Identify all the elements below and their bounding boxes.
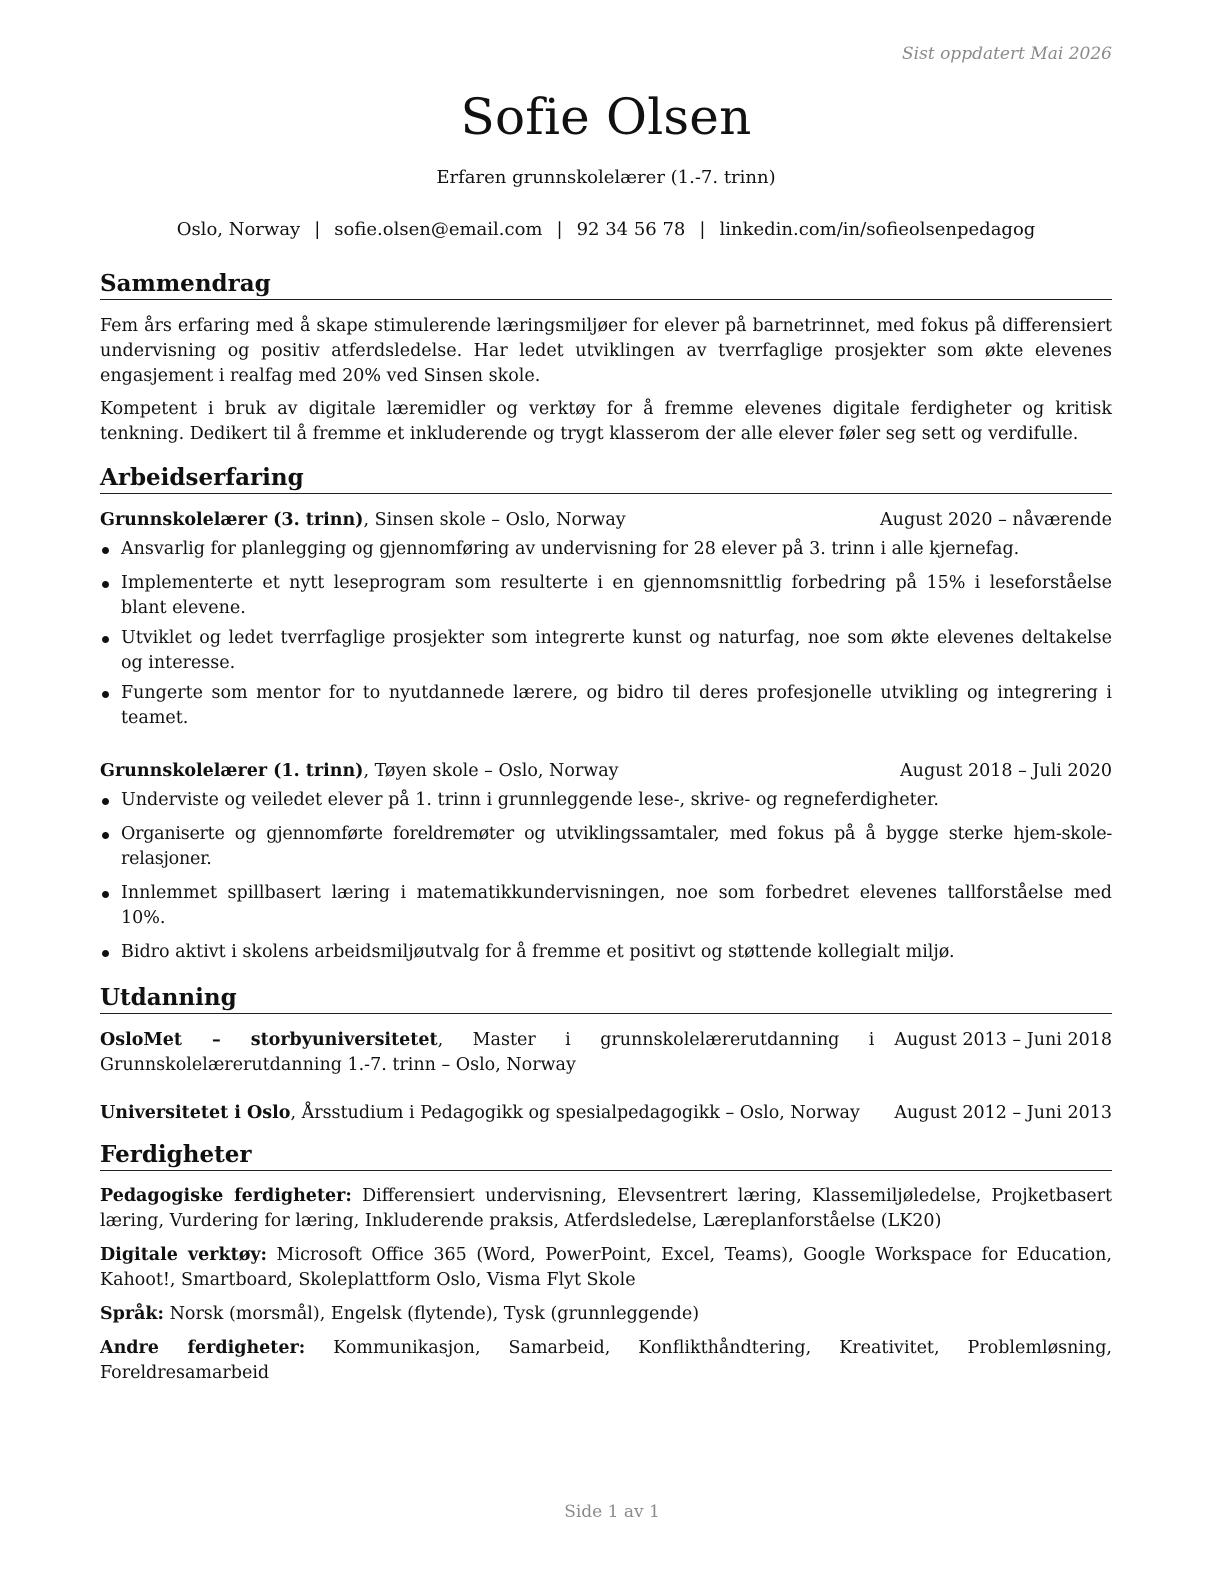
skill-value: Norsk (morsmål), Engelsk (flytende), Tysk (grunnleggende) <box>164 1304 700 1324</box>
contact-linkedin[interactable]: linkedin.com/in/sofieolsenpedagog <box>719 219 1036 240</box>
list-item: Bidro aktivt i skolens arbeidsmiljøutvalg for å fremme et positivt og støttende kollegialt miljø. <box>100 940 1112 965</box>
section-title-experience: Arbeidserfaring <box>100 463 1112 494</box>
person-name: Sofie Olsen <box>460 88 752 146</box>
tagline: Erfaren grunnskolelærer (1.-7. trinn) <box>436 167 776 188</box>
list-item: Innlemmet spillbasert læring i matematikkundervisningen, noe som forbedret elevenes tallforståelse med 10%. <box>100 881 1112 931</box>
job-role: Grunnskolelærer (3. trinn) <box>100 510 364 530</box>
job-bullets <box>100 537 1112 731</box>
list-item: Underviste og veiledet elever på 1. trinn i grunnleggende lese-, skrive- og regneferdigheter. <box>100 788 1112 813</box>
last-updated: Sist oppdatert Mai 2026 <box>902 44 1112 64</box>
list-item: Implementerte et nytt leseprogram som resulterte i en gjennomsnittlig forbedring på 15% i leseforståelse blant elevene. <box>100 571 1112 621</box>
contact-location: Oslo, Norway <box>176 219 301 240</box>
skill-value: Kommunikasjon, Samarbeid, Konflikthåndtering, Kreativitet, Problemløsning, Foreldresamarbeid <box>100 1338 1112 1383</box>
job-header <box>100 759 1112 784</box>
bullet-icon <box>102 547 109 554</box>
job-dates: August 2020 – nåværende <box>880 510 1112 530</box>
skill-row <box>100 1184 1112 1234</box>
school-detail: , Master i grunnskolelærerutdanning i Grunnskolelærerutdanning 1.-7. trinn – Oslo, Norway <box>100 1030 875 1075</box>
section-title-summary: Sammendrag <box>100 269 1112 300</box>
bullet-icon <box>102 798 109 805</box>
separator: | <box>314 219 321 240</box>
bullet-icon <box>102 832 109 839</box>
job-place: , Tøyen skole – Oslo, Norway <box>363 761 619 781</box>
contact-line <box>100 218 1112 242</box>
education-dates: August 2013 – Juni 2018 <box>894 1030 1112 1050</box>
education-entry <box>100 1101 1112 1126</box>
skill-label: Digitale verktøy: <box>100 1245 268 1265</box>
school-detail: , Årsstudium i Pedagogikk og spesialpedagogikk – Oslo, Norway <box>290 1103 860 1123</box>
list-item: Utviklet og ledet tverrfaglige prosjekter som integrerte kunst og naturfag, noe som økte elevenes deltakelse og interesse. <box>100 626 1112 676</box>
bullet-icon <box>102 950 109 957</box>
bullet-icon <box>102 636 109 643</box>
job-dates: August 2018 – Juli 2020 <box>900 761 1112 781</box>
skill-value: Microsoft Office 365 (Word, PowerPoint, Excel, Teams), Google Workspace for Education, Kahoot!, Smartboard, Skoleplattform Oslo, Visma Flyt Skole <box>100 1245 1112 1290</box>
skill-label: Pedagogiske ferdigheter: <box>100 1186 352 1206</box>
resume-page <box>100 84 1112 1386</box>
separator: | <box>699 219 706 240</box>
bullet-icon <box>102 581 109 588</box>
school-name: Universitetet i Oslo <box>100 1103 291 1123</box>
summary-paragraph: Fem års erfaring med å skape stimulerende læringsmiljøer for elever på barnetrinnet, med fokus på differensiert undervisning og positiv atferdsledelse. Har ledet utviklingen av tverrfaglige prosjekter som økte elevenes engasjement i realfag med 20% ved Sinsen skole. <box>100 316 1112 386</box>
section-title-education: Utdanning <box>100 983 1112 1014</box>
job-role: Grunnskolelærer (1. trinn) <box>100 761 364 781</box>
skill-row <box>100 1336 1112 1386</box>
skill-label: Språk: <box>100 1304 165 1324</box>
list-item: Fungerte som mentor for to nyutdannede lærere, og bidro til deres profesjonelle utvikling og integrering i teamet. <box>100 681 1112 731</box>
job-entry <box>100 759 1112 965</box>
list-item: Ansvarlig for planlegging og gjennomføring av undervisning for 28 elever på 3. trinn i alle kjernefag. <box>100 537 1112 562</box>
bullet-icon <box>102 691 109 698</box>
job-place: , Sinsen skole – Oslo, Norway <box>363 510 626 530</box>
skill-label: Andre ferdigheter: <box>100 1338 306 1358</box>
list-item: Organiserte og gjennomførte foreldremøter og utviklingssamtaler, med fokus på å bygge sterke hjem-skole-relasjoner. <box>100 822 1112 872</box>
contact-email[interactable]: sofie.olsen@email.com <box>334 219 543 240</box>
contact-phone: 92 34 56 78 <box>576 219 686 240</box>
job-bullets <box>100 788 1112 965</box>
job-header <box>100 508 1112 533</box>
page-number: Side 1 av 1 <box>564 1502 660 1522</box>
job-entry <box>100 508 1112 731</box>
section-title-skills: Ferdigheter <box>100 1140 1112 1171</box>
skill-row <box>100 1243 1112 1293</box>
skill-row <box>100 1302 1112 1327</box>
school-name: OsloMet – storbyuniversitetet <box>100 1030 438 1050</box>
education-entry <box>100 1028 1112 1078</box>
skill-value: Differensiert undervisning, Elevsentrert læring, Klassemiljøledelse, Projketbasert læring, Vurdering for læring, Inkluderende praksis, Atferdsledelse, Læreplanforståelse (LK20) <box>100 1186 1112 1231</box>
summary-paragraph: Kompetent i bruk av digitale læremidler og verktøy for å fremme elevenes digitale ferdigheter og kritisk tenkning. Dedikert til å fremme et inkluderende og trygt klasserom der alle elever føler seg sett og verdifulle. <box>100 399 1112 444</box>
bullet-icon <box>102 891 109 898</box>
education-dates: August 2012 – Juni 2013 <box>894 1103 1112 1123</box>
separator: | <box>556 219 563 240</box>
